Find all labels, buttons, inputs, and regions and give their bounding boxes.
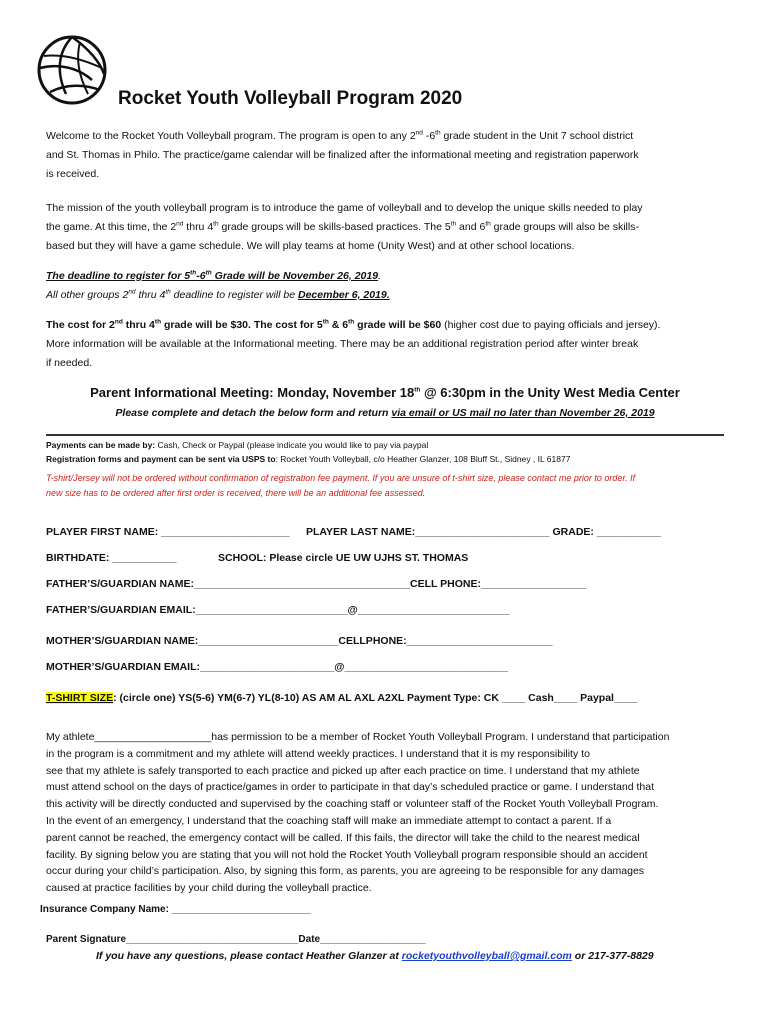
tshirt-size-field[interactable]: T-SHIRT SIZE: (circle one) YS(5-6) YM(6-7) YL(8-10) AS AM AL AXL A2XL Payment Type: CK ____ Cash____ Paypal____: [46, 692, 638, 704]
divider: [46, 434, 724, 436]
mother-email-field[interactable]: MOTHER’S/GUARDIAN EMAIL:_______________________@____________________________: [46, 661, 509, 673]
mission-paragraph: The mission of the youth volleyball program is to introduce the game of volleyball and to develop the unique skills needed to play the game. At this time, the 2nd thru 4th grade groups will be skills-based practices. The 5th and 6th grade groups will also be skills- based but they will have a game schedule. We will play teams at home (Unity West) and at other school locations.: [46, 202, 643, 252]
father-name-field[interactable]: FATHER’S/GUARDIAN NAME:_____________________________________CELL PHONE:__________________: [46, 578, 587, 590]
contact-email-link[interactable]: rocketyouthvolleyball@gmail.com: [401, 950, 572, 962]
mother-name-field[interactable]: MOTHER’S/GUARDIAN NAME:________________________CELLPHONE:_________________________: [46, 635, 553, 647]
school-choice[interactable]: SCHOOL: Please circle UE UW UJHS ST. THOMAS: [218, 552, 469, 564]
player-last-name-field[interactable]: PLAYER LAST NAME:_______________________ GRADE: ___________: [306, 526, 662, 538]
father-email-field[interactable]: FATHER’S/GUARDIAN EMAIL:__________________________@__________________________: [46, 604, 510, 616]
tshirt-note: T-shirt/Jersey will not be ordered without confirmation of registration fee payment. If you are unsure of t-shirt size, please contact me prior to order. If new size has to be ordered after first order is received, there will be an additional fee assessed.: [46, 473, 636, 498]
mail-info: Registration forms and payment can be sent via USPS to: Rocket Youth Volleyball, c/o Heather Glanzer, 108 Bluff St., Sidney , IL 61877: [46, 454, 571, 464]
payments-info: Payments can be made by: Cash, Check or Paypal (please indicate you would like to pay via paypal: [46, 440, 429, 450]
birthdate-field[interactable]: BIRTHDATE: ___________: [46, 552, 177, 564]
deadline-paragraph: The deadline to register for 5th-6th Grade will be November 26, 2019. All other groups 2nd thru 4th deadline to register will be December 6, 2019.: [46, 269, 390, 301]
waiver-paragraph: My athlete____________________has permission to be a member of Rocket Youth Volleyball Program. I understand that participation in the program is a commitment and my athlete will attend weekly practices. I understand that it is my responsibility to see that my athlete is safely transported to each practice and picked up after each practice on time. I understand that my athlete must attend school on the days of practice/games in order to participate in that day’s scheduled practice or game. I understand that this activity will be directly conducted and supervised by the coaching staff or volunteer staff of the Rocket Youth Volleyball Program. In the event of an emergency, I understand that the coaching staff will make an immediate attempt to contact a parent. If a parent cannot be reached, the emergency contact will be called. If this fails, the director will take the child to the nearest medical facility. By signing below you are stating that you will not hold the Rocket Youth Volleyball program responsible should an accident occur during your child’s participation. Also, by signing this form, as parents, you are agreeing to be responsible for any damages caused at practice facilities by your child during the volleyball practice.: [46, 731, 670, 895]
meeting-heading: Parent Informational Meeting: Monday, November 18th @ 6:30pm in the Unity West Media Center: [90, 385, 680, 400]
contact-line: If you have any questions, please contact Heather Glanzer at rocketyouthvolleyball@gmail.com or 217-377-8829: [96, 950, 654, 962]
cost-paragraph: The cost for 2nd thru 4th grade will be $30. The cost for 5th & 6th grade will be $60 (higher cost due to paying officials and jersey). More information will be available at the Informational meeting. There may be an additional registration period after winter break if needed.: [46, 318, 661, 369]
insurance-field[interactable]: Insurance Company Name: _________________________: [40, 904, 311, 915]
intro-paragraph: Welcome to the Rocket Youth Volleyball program. The program is open to any 2nd -6th grade student in the Unit 7 school district and St. Thomas in Philo. The practice/game calendar will be finalized after the informational meeting and registration paperwork is received.: [46, 129, 639, 180]
player-first-name-field[interactable]: PLAYER FIRST NAME: ______________________: [46, 526, 290, 538]
detach-instruction: Please complete and detach the below form and return via email or US mail no later than November 26, 2019: [115, 407, 655, 419]
signature-field[interactable]: Parent Signature_______________________________Date___________________: [46, 934, 426, 945]
page-title: Rocket Youth Volleyball Program 2020: [118, 88, 463, 109]
volleyball-icon: [36, 34, 108, 106]
